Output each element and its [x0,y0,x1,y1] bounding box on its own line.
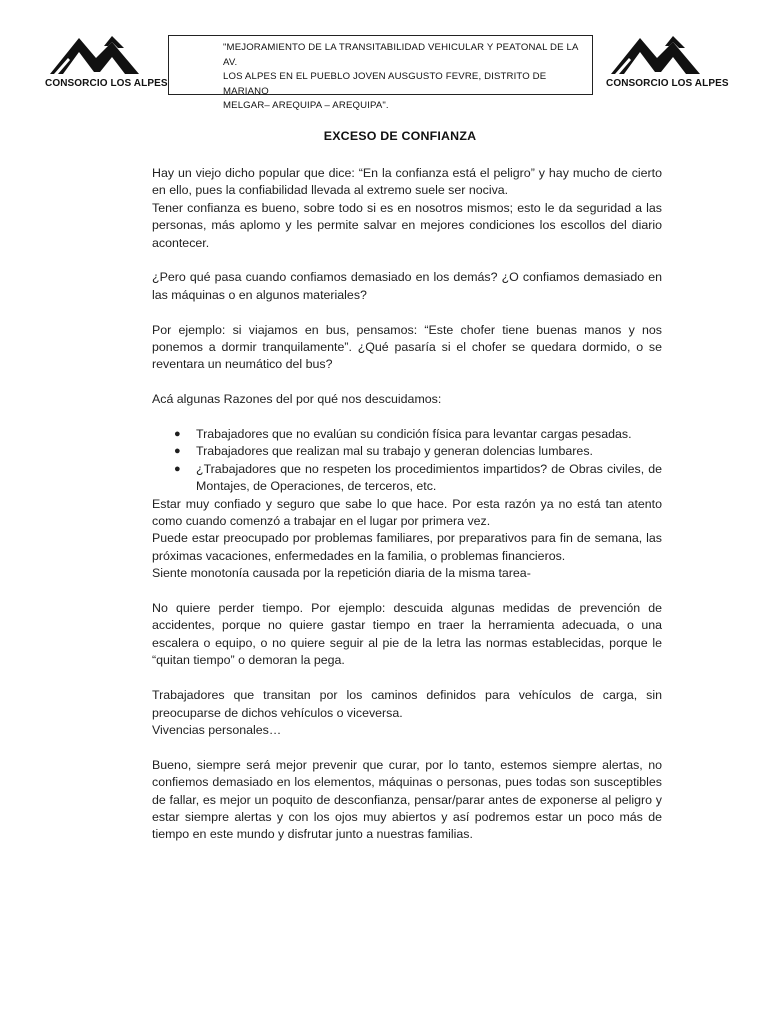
project-title-line: LOS ALPES EN EL PUEBLO JOVEN AUSGUSTO FEVRE, DISTRITO DE MARIANO [223,71,547,97]
list-item [152,443,662,460]
paragraph-worried: Puede estar preocupado por problemas familiares, por preparativos para fin de semana, las próximas vacaciones, enfermedades en la familia, o problemas financieros. [152,531,662,563]
logo-company-name: CONSORCIO LOS ALPES [606,78,729,89]
reasons-list [152,426,662,496]
reasons-heading: Acá algunas Razones del por qué nos descuidamos: [152,392,442,407]
mountain-logo-icon [46,32,156,76]
paragraph-experiences: Vivencias personales… [152,722,282,737]
project-title-line: MELGAR– AREQUIPA – AREQUIPA". [223,100,389,111]
bullet-icon: ● [174,462,181,475]
company-logo-right [606,32,729,89]
company-logo-left [45,32,168,89]
paragraph-intro: Hay un viejo dicho popular que dice: “En la confianza está el peligro” y hay mucho de cierto en ello, pues la confiabilidad llevada al extremo suele ser nociva. [152,166,662,198]
list-item-text: ¿Trabajadores que no respeten los procedimientos impartidos? de Obras civiles, de Montajes, de Operaciones, de terceros, etc. [196,461,662,494]
paragraph-conclusion: Bueno, siempre será mejor prevenir que curar, por lo tanto, estemos siempre alertas, no confiemos demasiado en los elementos, máquinas o personas, pues todas son susceptibles de fallar, es mejor un poquito de desconfianza, pensar/parar antes de exponerse al peligro y estar siempre alertas y con los ojos muy abiertos y así podremos estar un poco más de tiempo en este mundo y disfrutar junto a nuestras familias. [152,757,662,842]
document-body [152,165,662,844]
logo-company-name: CONSORCIO LOS ALPES [45,78,168,89]
paragraph-vehicles: Trabajadores que transitan por los caminos definidos para vehículos de carga, sin preocuparse de dichos vehículos o viceversa. [152,688,662,720]
paragraph-time: No quiere perder tiempo. Por ejemplo: descuida algunas medidas de prevención de accidentes, porque no quiere gastar tiempo en traer la herramienta adecuada, o una escalera o equipo, o no quiere seguir al pie de la letra las normas establecidas, porque le “quitan tiempo” o demoran la pega. [152,601,662,668]
list-item [152,426,662,443]
bullet-icon: ● [174,428,181,441]
list-item [152,461,662,496]
paragraph-confident: Estar muy confiado y seguro que sabe lo que hace. Por esta razón ya no está tan atento como cuando comenzó a trabajar en el lugar por primera vez. [152,496,662,529]
list-item-text: Trabajadores que realizan mal su trabajo y generan dolencias lumbares. [196,444,593,459]
paragraph-monotony: Siente monotonía causada por la repetición diaria de la misma tarea- [152,566,531,581]
bullet-icon: ● [174,445,181,458]
list-item-text: Trabajadores que no evalúan su condición física para levantar cargas pesadas. [196,427,632,442]
paragraph-intro-2: Tener confianza es bueno, sobre todo si es en nosotros mismos; esto le da seguridad a las personas, más aplomo y les permite salvar en mejores condiciones los escollos del diario acontecer. [152,200,662,250]
document-title: EXCESO DE CONFIANZA [323,129,477,143]
project-title-box [168,35,593,111]
project-title-line: "MEJORAMIENTO DE LA TRANSITABILIDAD VEHICULAR Y PEATONAL DE LA AV. [223,42,578,68]
paragraph-example: Por ejemplo: si viajamos en bus, pensamos: “Este chofer tiene buenas manos y nos ponemos a dormir tranquilamente”. ¿Qué pasaría si el chofer se quedara dormido, o se reventara un neumático del bus? [152,322,662,372]
mountain-logo-icon [607,32,717,76]
paragraph-question: ¿Pero qué pasa cuando confiamos demasiado en los demás? ¿O confiamos demasiado en las máquinas o en algunos materiales? [152,270,662,302]
